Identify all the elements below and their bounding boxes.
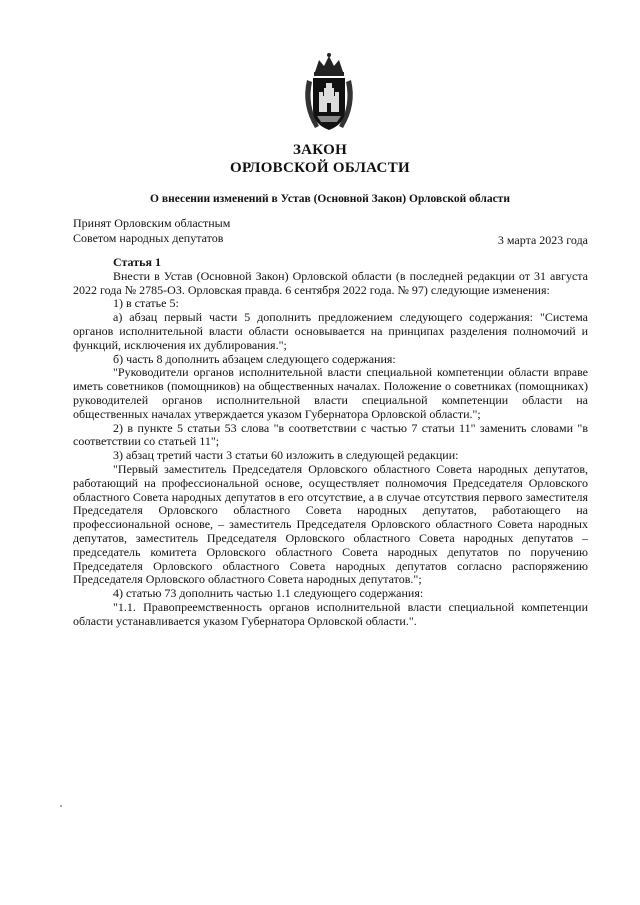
- article-heading: Статья 1: [113, 255, 161, 269]
- scan-speck: [60, 805, 62, 807]
- article-paragraph: "Первый заместитель Председателя Орловского областного Совета народных депутатов, работающий на профессиональной основе, осуществляет полномочия Председателя Орловского областного Совета народных депутатов в его отсутствие, а в случае отсутствия первого заместителя Председателя Орловского областного Совета народных депутатов, работающего на профессиональной основе, – заместитель Председателя Орловского областного Совета народных депутатов, заместитель Председателя Орловского областного Совета народных депутатов – председатель комитета Орловского областного Совета народных депутатов по поручению Председателя Орловского областного Совета народных депутатов согласно распоряжению Председателя Орловского областного Совета народных депутатов.";: [73, 461, 588, 587]
- article-paragraph: Внести в Устав (Основной Закон) Орловской области (в последней редакции от 31 августа 2022 года № 2785-ОЗ. Орловская правда. 6 сентября 2022 года. № 97) следующие изменения:: [73, 268, 588, 297]
- article-paragraph: 2) в пункте 5 статьи 53 слова "в соответствии с частью 7 статьи 11" заменить словами "в соответствии со статьей 11";: [73, 420, 588, 449]
- region-title: ОРЛОВСКОЙ ОБЛАСТИ: [230, 160, 410, 176]
- article-body: [73, 256, 588, 629]
- article-paragraph: б) часть 8 дополнить абзацем следующего содержания:: [113, 351, 396, 366]
- article-paragraph: 3) абзац третий части 3 статьи 60 изложить в следующей редакции:: [113, 448, 459, 463]
- document-type-title: ЗАКОН: [292, 142, 348, 158]
- adoption-line-2: Советом народных депутатов: [73, 231, 224, 245]
- document-subtitle: О внесении изменений в Устав (Основной Закон) Орловской области: [150, 193, 510, 205]
- coat-of-arms-icon: [297, 50, 361, 136]
- adoption-date: 3 марта 2023 года: [497, 233, 588, 247]
- article-paragraph: 4) статью 73 дополнить частью 1.1 следующего содержания:: [113, 586, 424, 601]
- article-paragraph: 1) в статье 5:: [113, 296, 179, 311]
- article-paragraph: "Руководители органов исполнительной власти специальной компетенции области вправе иметь советников (помощников) на общественных началах. Положение о советниках (помощниках) руководителей органов исполнительной власти специальной компетенции области на общественных началах утверждается указом Губернатора Орловской области.";: [73, 365, 588, 421]
- article-paragraph: "1.1. Правопреемственность органов исполнительной власти специальной компетенции области устанавливается указом Губернатора Орловской области.".: [73, 599, 588, 628]
- adoption-line-1: Принят Орловским областным: [73, 216, 231, 230]
- article-paragraph: а) абзац первый части 5 дополнить предложением следующего содержания: "Система органов исполнительной власти области основывается на принципах разделения полномочий и функций, исключения их дублирования.";: [73, 310, 588, 352]
- adoption-block: [73, 216, 230, 246]
